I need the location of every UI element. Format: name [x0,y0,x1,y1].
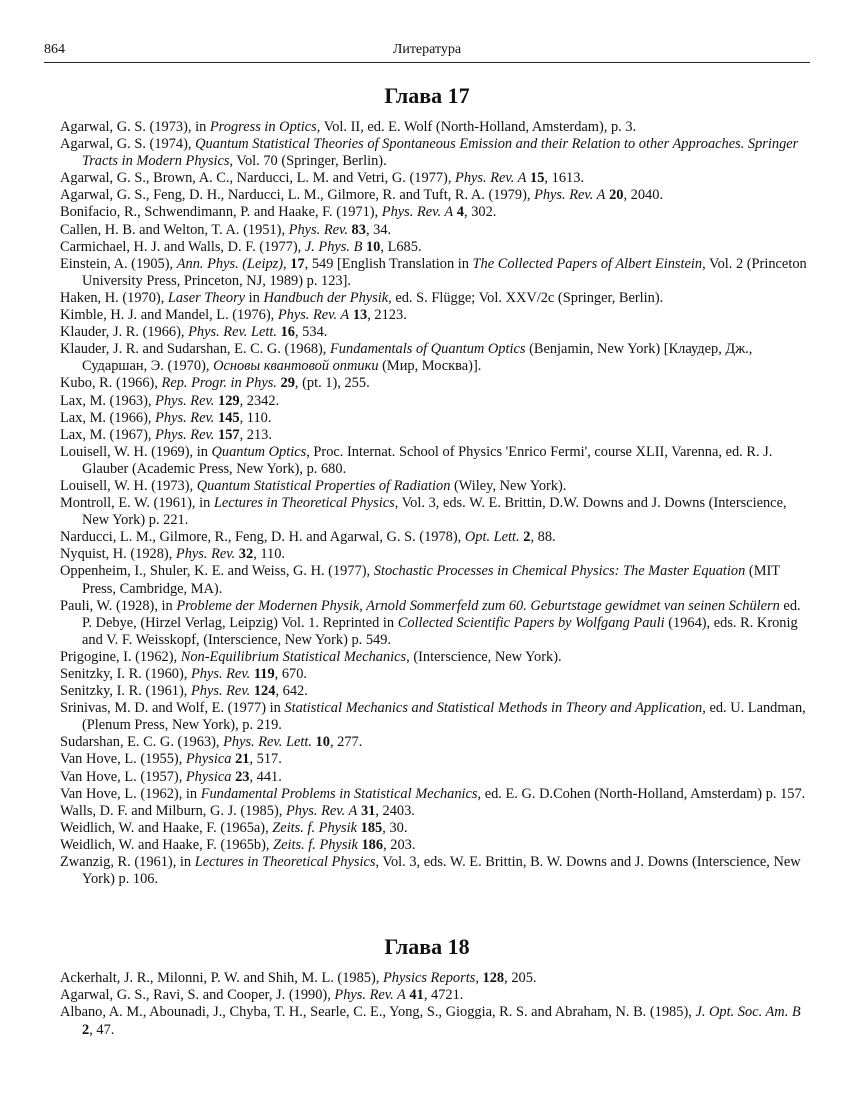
reference-italic-text: Phys. Rev. [155,392,215,409]
reference-entry [60,222,810,239]
reference-text: , ed. U. Landman, (Plenum Press, New York), p. 219. [82,700,806,734]
reference-text: , Vol. 70 (Springer, Berlin). [229,153,387,170]
reference-text: Callen, H. B. and Welton, T. A. (1951), [60,221,289,238]
reference-volume: 128 [482,970,505,987]
reference-text: Lax, M. (1967), [60,426,156,443]
reference-text: Prigogine, I. (1962), [60,648,181,665]
reference-text: Senitzky, I. R. (1960), [60,666,191,682]
reference-text: , Vol. II, ed. E. Wolf (North-Holland, Amsterdam), p. 3. [316,119,637,135]
reference-entry [60,119,810,136]
reference-entry [60,970,810,987]
reference-text: , Vol. 3, eds. W. E. Brittin, B. W. Downs and J. Downs (Interscience, New York) p. 106. [82,854,801,888]
reference-text: Montroll, E. W. (1961), in [60,495,214,512]
reference-text: , ed. E. G. D.Cohen (North-Holland, Amsterdam) p. 157. [477,785,806,802]
reference-text: , 34. [365,221,392,238]
reference-volume: 16 [280,324,295,341]
reference-italic-text: The Collected Papers of Albert Einstein [472,255,703,272]
reference-entry [60,563,810,597]
reference-entry [60,666,810,683]
reference-volume: 31 [360,802,376,819]
reference-entry [60,410,810,427]
reference-entry [60,854,810,888]
reference-italic-text: Zeits. f. Physik [272,819,358,836]
reference-text: Lax, M. (1966), [60,409,156,426]
reference-volume: 41 [409,987,424,1004]
reference-italic-text: Physica [185,768,232,785]
reference-text: , 4721. [423,987,464,1004]
reference-text: Zwanzig, R. (1961), in [60,854,195,871]
reference-italic-text: Phys. Rev. [155,409,215,426]
reference-text: Agarwal, G. S., Ravi, S. and Cooper, J. (1990), [60,987,335,1004]
reference-italic-text: Phys. Rev. [190,683,251,700]
reference-text: (Мир, Москва)]. [378,358,482,375]
reference-text: Louisell, W. H. (1973), [60,477,197,494]
reference-entry [60,820,810,837]
reference-italic-text: Phys. Rev. [155,426,215,443]
reference-text: , 2123. [367,307,407,324]
reference-entry [60,546,810,563]
reference-text: , 549 [English Translation in [304,255,473,272]
reference-text: Klauder, J. R. and Sudarshan, E. C. G. (1968), [60,341,331,358]
reference-entry [60,324,810,341]
reference-text: , Vol. 2 (Princeton University Press, Princeton, NJ, 1989) p. 123]. [82,255,807,289]
reference-entry [60,734,810,751]
reference-italic-text: Phys. Rev. A [285,802,358,819]
reference-italic-text: Phys. Rev. Lett. [188,324,277,341]
reference-italic-text: Rep. Progr. in Phys. [161,375,277,392]
reference-text: , 88. [530,529,556,546]
page-number: 864 [44,42,65,57]
reference-entry [60,393,810,410]
reference-italic-text: Physics Reports [383,970,476,987]
reference-italic-text: Quantum Statistical Properties of Radiation [196,477,451,494]
reference-text: , 110. [239,409,272,426]
reference-italic-text: Phys. Rev. [190,666,251,682]
reference-italic-text: Lectures in Theoretical Physics [194,854,376,871]
reference-entry [60,290,810,307]
reference-text: (Benjamin, New York) [Клаудер, Дж., Сударшан, Э. (1970), [82,341,753,375]
reference-text: , (Interscience, New York). [406,648,562,665]
reference-text: , [283,255,291,272]
reference-text: , 534. [294,324,328,341]
reference-text: Van Hove, L. (1962), in [60,785,201,802]
reference-italic-text: Phys. Rev. A [381,204,454,221]
reference-entry [60,837,810,854]
reference-volume: 21 [235,751,250,768]
running-title: Литература [392,42,462,57]
reference-text: Albano, A. M., Abounadi, J., Chyba, T. H., Searle, C. E., Yong, S., Gioggia, R. S. and Abraham, N. B. (1985), [60,1004,696,1021]
reference-entry [60,1004,810,1038]
reference-volume: 32 [238,546,254,563]
reference-volume: 2 [523,529,531,546]
reference-italic-text: Non-Equilibrium Statistical Mechanics [180,648,407,665]
reference-entry [60,649,810,666]
reference-text: Srinivas, M. D. and Wolf, E. (1977) in [60,700,285,717]
reference-entry [60,987,810,1004]
reference-text: Weidlich, W. and Haake, F. (1965b), [60,836,274,853]
reference-entry [60,803,810,820]
reference-text: Van Hove, L. (1957), [60,768,186,785]
reference-entry [60,495,810,529]
reference-text: , Vol. 3, eds. W. E. Brittin, D.W. Downs and J. Downs (Interscience, New York) p. 221. [82,495,787,529]
reference-text: in [245,289,264,306]
reference-italic-text: Handbuch der Physik [263,289,389,306]
reference-text: Kimble, H. J. and Mandel, L. (1976), [60,307,278,324]
reference-text: , 277. [329,734,363,751]
reference-text: Agarwal, G. S. (1973), in [60,119,210,135]
reference-text: , ed. S. Flügge; Vol. XXV/2c (Springer, Berlin). [388,289,664,306]
reference-text: , 642. [275,683,308,700]
reference-italic-text: Phys. Rev. [288,221,348,238]
reference-entry [60,341,810,375]
reference-entry [60,700,810,734]
reference-volume: 119 [253,666,275,682]
reference-text: , 2040. [623,187,664,204]
reference-volume: 186 [361,836,384,853]
reference-text: , 441. [249,768,282,785]
reference-text: Sudarshan, E. C. G. (1963), [60,734,224,751]
reference-entry [60,136,810,170]
reference-volume: 17 [290,255,305,272]
reference-italic-text: Laser Theory [167,289,246,306]
reference-volume: 13 [352,307,368,324]
reference-italic-text: Основы квантовой оптики [213,358,379,375]
reference-italic-text: Ann. Phys. (Leipz) [176,255,284,272]
reference-entry [60,170,810,187]
reference-entry [60,598,810,649]
reference-text: Bonifacio, R., Schwendimann, P. and Haake, F. (1971), [60,204,382,221]
reference-text: Nyquist, H. (1928), [60,546,176,563]
reference-entry [60,478,810,495]
reference-entry [60,256,810,290]
reference-text: , 30. [382,819,408,836]
reference-volume: 10 [315,734,330,751]
reference-italic-text: Phys. Rev. A [334,987,406,1004]
reference-italic-text: Stochastic Processes in Chemical Physics: The Master Equation [373,563,746,580]
reference-volume: 15 [530,170,545,187]
reference-italic-text: J. Opt. Soc. Am. B [695,1004,801,1021]
reference-italic-text: Phys. Rev. A [277,307,350,324]
reference-volume: 29 [280,375,295,392]
reference-volume: 23 [235,768,250,785]
reference-volume: 2 [82,1021,90,1038]
reference-text: , Proc. Internat. School of Physics 'Enrico Fermi', course XLII, Varenna, ed. R. J. Glauber (Academic Press, New York), p. 680. [82,443,773,477]
reference-text: , 2342. [239,392,280,409]
chapter-18-heading: Глава 18 [384,934,470,960]
reference-text: Senitzky, I. R. (1961), [60,683,191,700]
reference-italic-text: Collected Scientific Papers by Wolfgang Pauli [397,614,665,631]
reference-entry [60,683,810,700]
reference-text: Louisell, W. H. (1969), in [60,443,212,460]
reference-text: , 110. [253,546,286,563]
reference-italic-text: Lectures in Theoretical Physics [213,495,395,512]
reference-volume: 10 [365,238,381,255]
reference-italic-text: Phys. Rev. [175,546,236,563]
reference-italic-text: Fundamentals of Quantum Optics [330,341,526,358]
reference-text: , (pt. 1), 255. [294,375,370,392]
reference-text: (Wiley, New York). [450,477,567,494]
reference-text: Ackerhalt, J. R., Milonni, P. W. and Shih, M. L. (1985), [60,970,383,987]
page-header [44,38,810,63]
reference-volume: 83 [351,221,366,238]
reference-entry [60,187,810,204]
reference-text: Kubo, R. (1966), [60,375,162,392]
reference-italic-text: J. Phys. B [304,238,363,255]
reference-text: ed. P. Debye, (Hirzel Verlag, Leipzig) Vol. 1. Reprinted in [82,597,801,631]
reference-volume: 185 [360,819,383,836]
reference-entry [60,239,810,256]
reference-entry [60,786,810,803]
reference-text: , 205. [504,970,537,987]
reference-italic-text: Fundamental Problems in Statistical Mechanics [200,785,478,802]
reference-text: , [475,970,483,987]
reference-italic-text: Progress in Optics [209,119,317,135]
reference-text: , 213. [239,426,272,443]
reference-entry [60,444,810,478]
reference-text: , 47. [89,1021,115,1038]
reference-text: (1964), eds. R. Kronig and V. F. Weisskopf, (Interscience, New York) p. 549. [82,614,798,648]
chapter-18-reference-list [44,970,810,1038]
reference-text: Pauli, W. (1928), in [60,597,177,614]
reference-entry [60,307,810,324]
reference-text: Van Hove, L. (1955), [60,751,186,768]
reference-text: Haken, H. (1970), [60,289,168,306]
reference-entry [60,204,810,221]
reference-italic-text: Statistical Mechanics and Statistical Methods in Theory and Application [284,700,703,717]
reference-text: Narducci, L. M., Gilmore, R., Feng, D. H. and Agarwal, G. S. (1978), [60,529,465,546]
reference-text: Weidlich, W. and Haake, F. (1965a), [60,819,273,836]
reference-text: Walls, D. F. and Milburn, G. J. (1985), [60,802,286,819]
reference-volume: 20 [609,187,624,204]
reference-italic-text: Phys. Rev. A [534,187,606,204]
reference-italic-text: Probleme der Modernen Physik, Arnold Sommerfeld zum 60. Geburtstage gewidmet van seinen Schülern [176,597,780,614]
reference-text: , 2403. [375,802,415,819]
reference-entry [60,769,810,786]
reference-italic-text: Opt. Lett. [464,529,520,546]
reference-volume: 129 [218,392,240,409]
reference-volume: 124 [253,683,276,700]
reference-text: Klauder, J. R. (1966), [60,324,189,341]
reference-italic-text: Phys. Rev. A [455,170,527,187]
page [44,38,810,1039]
reference-volume: 157 [218,426,240,443]
reference-text: , 203. [383,836,416,853]
reference-text: Oppenheim, I., Shuler, K. E. and Weiss, G. H. (1977), [60,563,374,580]
reference-entry [60,427,810,444]
reference-text: , 670. [274,666,308,682]
reference-italic-text: Physica [185,751,232,768]
reference-entry [60,751,810,768]
reference-text: , 517. [249,751,282,768]
reference-text: Agarwal, G. S., Brown, A. C., Narducci, L. M. and Vetri, G. (1977), [60,170,456,187]
reference-text: , 302. [464,204,497,221]
reference-italic-text: Zeits. f. Physik [273,836,358,853]
reference-text: Agarwal, G. S., Feng, D. H., Narducci, L. M., Gilmore, R. and Tuft, R. A. (1979), [60,187,535,204]
reference-volume: 4 [456,204,464,221]
reference-text: , 1613. [544,170,584,187]
chapter-17-reference-list [44,119,810,888]
reference-volume: 145 [218,409,240,426]
reference-text: Agarwal, G. S. (1974), [60,136,196,153]
reference-text: Lax, M. (1963), [60,392,156,409]
reference-italic-text: Quantum Statistical Theories of Spontaneous Emission and their Relation to other Approaches. Springer Tracts in Modern Physics [82,136,799,170]
chapter-17-heading: Глава 17 [384,83,470,108]
reference-text: (MIT Press, Cambridge, MA). [82,563,780,597]
reference-text: , L685. [380,238,422,255]
reference-entry [60,529,810,546]
reference-text: Einstein, A. (1905), [60,255,177,272]
reference-entry [60,375,810,392]
reference-text: Carmichael, H. J. and Walls, D. F. (1977), [60,238,305,255]
reference-italic-text: Phys. Rev. Lett. [223,734,312,751]
reference-italic-text: Quantum Optics [211,443,307,460]
